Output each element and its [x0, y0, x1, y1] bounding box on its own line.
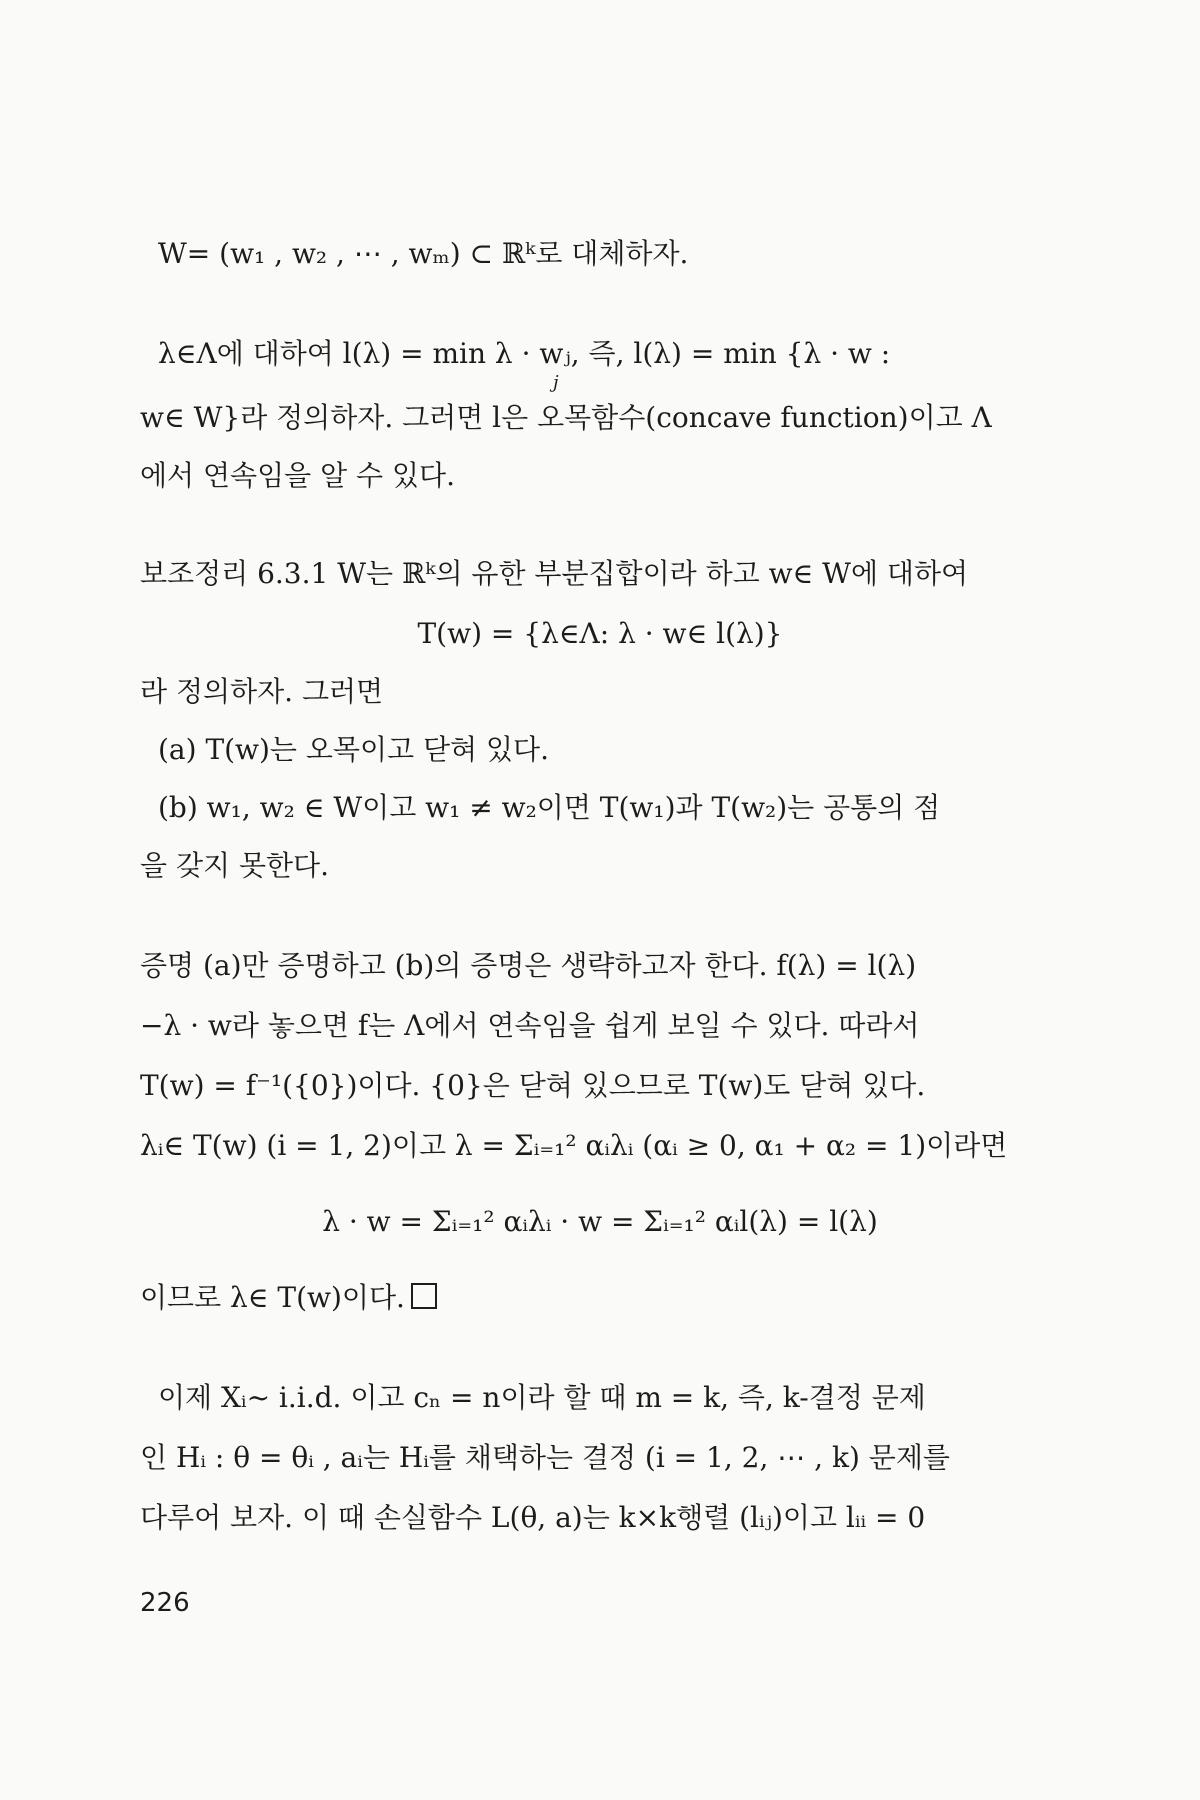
proof-equation: λ · w = Σᵢ₌₁² αᵢλᵢ · w = Σᵢ₌₁² αᵢl(λ) = l(λ)	[322, 1205, 878, 1238]
text-line-10: 을 갖지 못한다.	[140, 849, 329, 882]
lemma-part-b: (b) w₁, w₂ ∈ W이고 w₁ ≠ w₂이면 T(w₁)과 T(w₂)는 공통의 점	[158, 791, 941, 824]
lemma-part-a: (a) T(w)는 오목이고 닫혀 있다.	[158, 733, 549, 766]
text-line-18: 인 Hᵢ : θ = θᵢ , aᵢ는 Hᵢ를 채택하는 결정 (i = 1, 2, ⋯ , k) 문제를	[140, 1441, 950, 1474]
proof-line-2: −λ · w라 놓으면 f는 Λ에서 연속임을 쉽게 보일 수 있다. 따라서	[140, 1009, 920, 1042]
text-line-17: 이제 Xᵢ~ i.i.d. 이고 cₙ = n이라 할 때 m = k, 즉, k-결정 문제	[158, 1381, 926, 1414]
proof-conclusion-text: 이므로 λ∈ T(w)이다.	[140, 1281, 405, 1314]
proof-line-3: T(w) = f⁻¹({0})이다. {0}은 닫혀 있으므로 T(w)도 닫혀 있다.	[140, 1069, 926, 1102]
qed-box-icon	[411, 1283, 437, 1309]
text-line-19: 다루어 보자. 이 때 손실함수 L(θ, a)는 k×k행렬 (lᵢⱼ)이고 lᵢᵢ = 0	[140, 1501, 926, 1534]
text-line-7: 라 정의하자. 그러면	[140, 675, 384, 708]
proof-line-1: 증명 (a)만 증명하고 (b)의 증명은 생략하고자 한다. f(λ) = l(λ)	[140, 949, 917, 982]
text-line-3: w∈ W}라 정의하자. 그러면 l은 오목함수(concave function)이고 Λ	[140, 401, 992, 434]
text-line-4: 에서 연속임을 알 수 있다.	[140, 459, 455, 492]
proof-line-4: λᵢ∈ T(w) (i = 1, 2)이고 λ = Σᵢ₌₁² αᵢλᵢ (αᵢ ≥ 0, α₁ + α₂ = 1)이라면	[140, 1129, 1008, 1162]
text-line-1: W= (w₁ , w₂ , ⋯ , wₘ) ⊂ ℝᵏ로 대체하자.	[158, 237, 689, 270]
lemma-heading-line: 보조정리 6.3.1 W는 ℝᵏ의 유한 부분집합이라 하고 w∈ W에 대하여	[140, 557, 969, 590]
text-line-2: λ∈Λ에 대하여 l(λ) = min λ · wⱼ, 즉, l(λ) = min {λ · w :	[158, 337, 891, 370]
proof-conclusion	[140, 1280, 1200, 1316]
lemma-definition: T(w) = {λ∈Λ: λ · w∈ l(λ)}	[417, 617, 783, 650]
min-subscript: j	[553, 372, 559, 393]
page-number: 226	[140, 1588, 190, 1618]
